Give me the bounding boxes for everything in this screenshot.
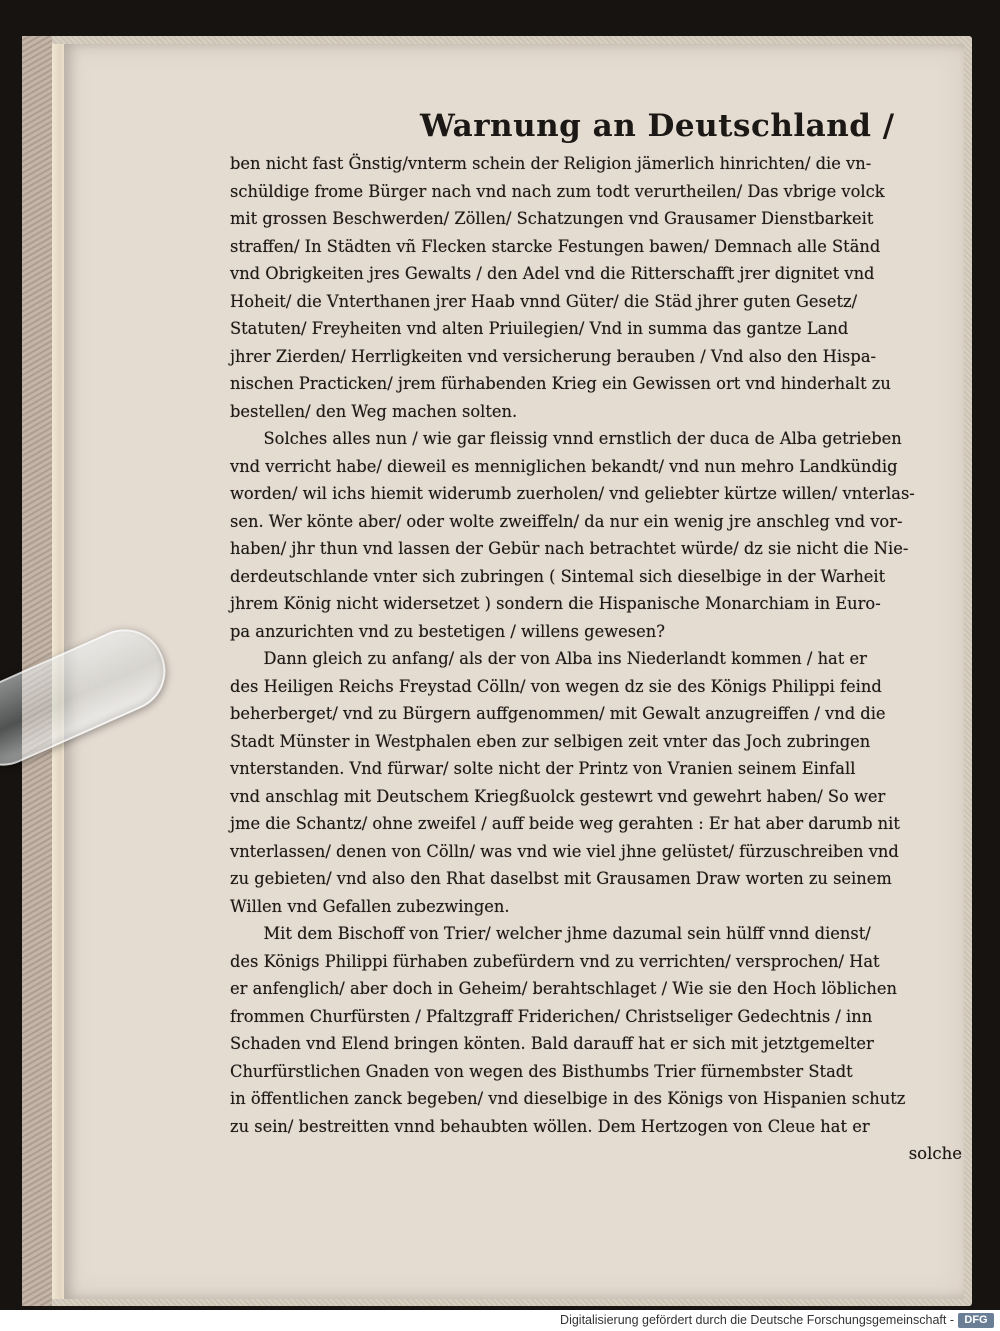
funding-credit: Digitalisierung gefördert durch die Deutsche Forschungsgemeinschaft -	[560, 1313, 954, 1327]
text-line: pa anzurichten vnd zu bestetigen / willens gewesen?	[230, 621, 665, 641]
text-line: jme die Schantz/ ohne zweifel / auff beide weg gerahten : Er hat aber darumb nit	[230, 814, 900, 833]
text-line: des Heiligen Reichs Freystad Cölln/ von wegen dz sie des Königs Philippi feind	[230, 676, 882, 696]
text-line: Willen vnd Gefallen zubezwingen.	[230, 896, 510, 916]
text-line: jhrer Zierden/ Herrligkeiten vnd versicherung berauben / Vnd also den Hispa-	[230, 346, 877, 366]
text-line: worden/ wil ichs hiemit widerumb zuerholen/ vnd geliebter kürtze willen/ vnterlas-	[230, 484, 915, 503]
text-line: vnd verricht habe/ dieweil es menniglichen bekandt/ vnd nun mehro Landkündig	[230, 456, 898, 476]
text-line: vnterstanden. Vnd fürwar/ solte nicht der Printz von Vranien seinem Einfall	[230, 759, 856, 778]
text-line: Stadt Münster in Westphalen eben zur selbigen zeit vnter das Joch zubringen	[230, 731, 871, 751]
text-line: schüldige frome Bürger nach vnd nach zum todt verurtheilen/ Das vbrige volck	[230, 181, 885, 201]
text-line: Hoheit/ die Vnterthanen jrer Haab vnnd Güter/ die Städ jhrer guten Gesetz/	[230, 291, 858, 311]
running-head: Warnung an Deutschland /	[420, 108, 895, 144]
text-line: ben nicht fast G̈nstig/vnterm schein der Religion jämerlich hinrichten/ die vn-	[230, 154, 872, 173]
text-line: Schaden vnd Elend bringen könten. Bald darauff hat er sich mit jetztgemelter	[230, 1034, 874, 1053]
text-line: haben/ jhr thun vnd lassen der Gebür nach betrachtet würde/ dz sie nicht die Nie-	[230, 539, 909, 558]
text-line: zu gebieten/ vnd also den Rhat daselbst mit Grausamen Draw worten zu seinem	[230, 869, 892, 888]
text-line: mit grossen Beschwerden/ Zöllen/ Schatzungen vnd Grausamer Dienstbarkeit	[230, 209, 874, 228]
paragraph-start-line: Mit dem Bischoff von Trier/ welcher jhme dazumal sein hülff vnnd dienst/	[263, 924, 871, 943]
text-line: nischen Practicken/ jrem fürhabenden Krieg ein Gewissen ort vnd hinderhalt zu	[230, 374, 891, 393]
text-line: bestellen/ den Weg machen solten.	[230, 401, 518, 421]
text-line: vnd anschlag mit Deutschem Kriegßuolck gestewrt vnd gewehrt haben/ So wer	[230, 786, 886, 806]
paragraph-start-line: Solches alles nun / wie gar fleissig vnnd ernstlich der duca de Alba getrieben	[263, 429, 902, 448]
text-line: vnterlassen/ denen von Cölln/ was vnd wie viel jhne gelüstet/ fürzuschreiben vnd	[230, 841, 899, 861]
text-line: frommen Churfürsten / Pfaltzgraff Friderichen/ Christseliger Gedechtnis / inn	[230, 1006, 873, 1026]
text-line: sen. Wer könte aber/ oder wolte zweiffeln/ da nur ein wenig jre anschleg vnd vor-	[230, 511, 903, 531]
paragraph-start-line: Dann gleich zu anfang/ als der von Alba ins Niederlandt kommen / hat er	[263, 649, 867, 668]
text-line: straffen/ In Städten vñ Flecken starcke Festungen bawen/ Demnach alle Ständ	[230, 236, 881, 256]
text-line: beherberget/ vnd zu Bürgern auffgenommen/ mit Gewalt anzugreiffen / vnd die	[230, 704, 886, 723]
page-text	[230, 150, 970, 1168]
text-line: in öffentlichen zanck begeben/ vnd dieselbige in des Königs von Hispanien schutz	[230, 1089, 906, 1108]
text-line: des Königs Philippi fürhaben zubefürdern vnd zu verrichten/ versprochen/ Hat	[230, 951, 880, 971]
text-line: zu sein/ bestreitten vnnd behaubten wöllen. Dem Hertzogen von Cleue hat er	[230, 1116, 870, 1136]
text-line: er anfenglich/ aber doch in Geheim/ berahtschlaget / Wie sie den Hoch löblichen	[230, 979, 897, 998]
text-line: vnd Obrigkeiten jres Gewalts / den Adel vnd die Ritterschafft jrer dignitet vnd	[230, 264, 875, 283]
text-line: derdeutschlande vnter sich zubringen ( Sintemal sich dieselbige in der Warheit	[230, 566, 886, 586]
text-line: Churfürstlichen Gnaden von wegen des Bisthumbs Trier fürnembster Stadt	[230, 1061, 853, 1081]
catchword: solche	[908, 1144, 962, 1163]
text-line: Statuten/ Freyheiten vnd alten Priuilegien/ Vnd in summa das gantze Land	[230, 319, 849, 338]
text-line: jhrem König nicht widersetzet ) sondern die Hispanische Monarchiam in Euro-	[230, 594, 881, 613]
dfg-logo[interactable]: DFG	[958, 1313, 994, 1328]
